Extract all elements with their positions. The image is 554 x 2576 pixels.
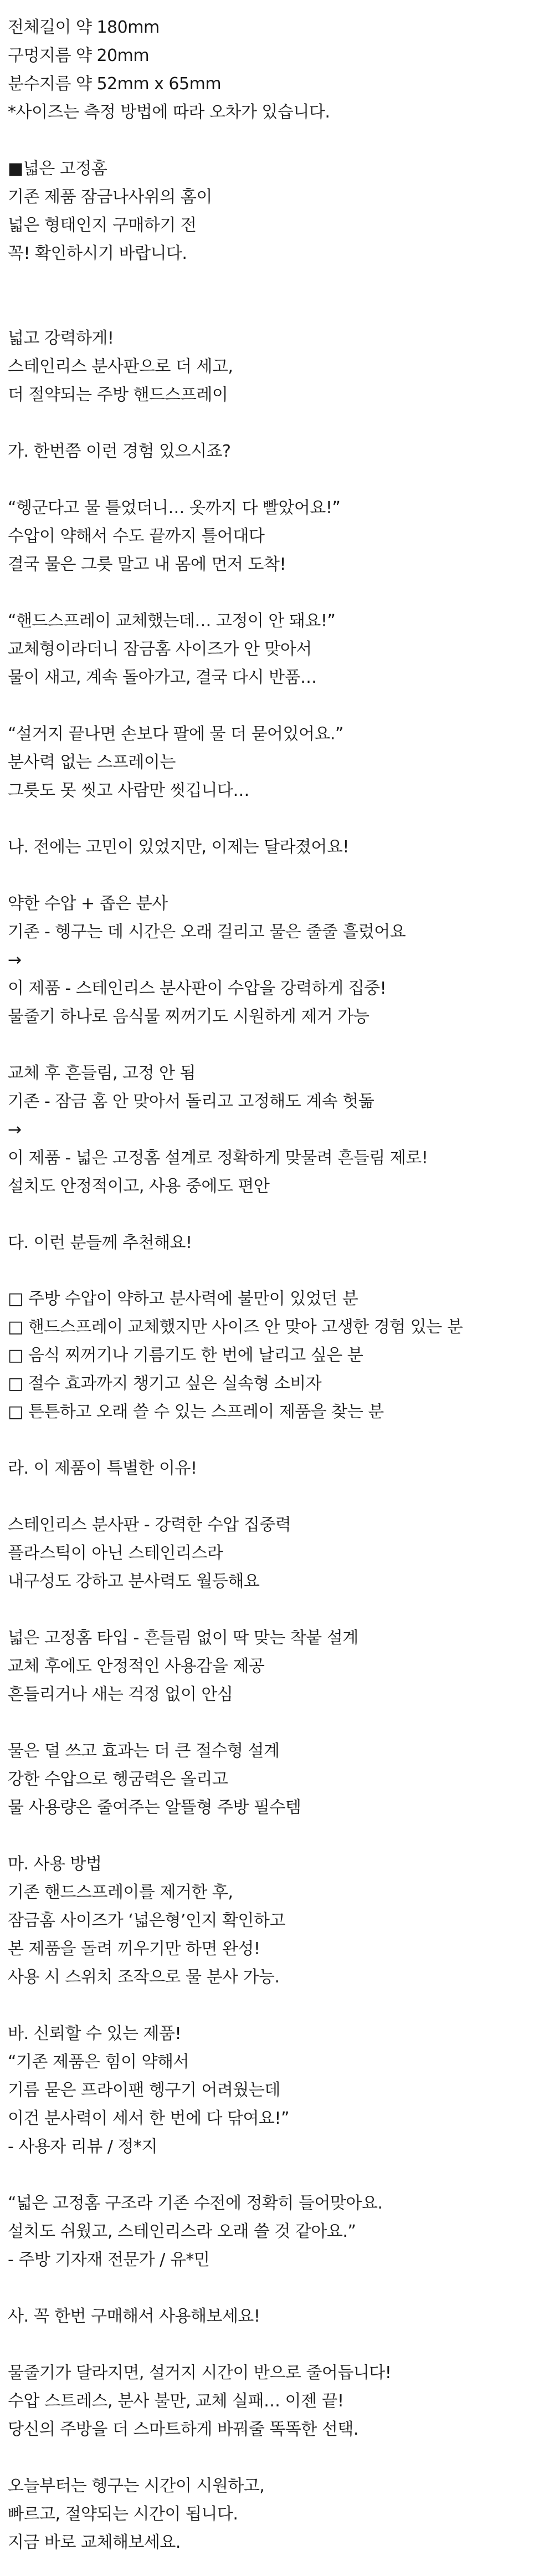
spec-nozzle-diameter: 분수지름 약 52mm x 65mm [8,74,222,94]
text-line: 스테인리스 분사판으로 더 세고, [8,357,233,376]
text-line: 잠금홈 사이즈가 ‘넓은형’인지 확인하고 [8,1911,285,1930]
text-line: 기름 묻은 프라이팬 헹구기 어려웠는데 [8,2081,280,2100]
text-line: 오늘부터는 헹구는 시간이 시원하고, [8,2476,265,2496]
text-line: 물줄기가 달라지면, 설거지 시간이 반으로 줄어듭니다! [8,2363,392,2383]
text-line: 기존 제품 잠금나사위의 홈이 [8,187,212,207]
text-line: 기존 핸드스프레이를 제거한 후, [8,1883,233,1902]
arrow-glyph: → [8,950,22,970]
text-line: - 주방 기자재 전문가 / 유*민 [8,2250,210,2270]
checklist-item: □ 주방 수압이 약하고 분사력에 불만이 있었던 분 [8,1289,358,1309]
text-line: 교체형이라더니 잠금홈 사이즈가 안 맞아서 [8,640,312,659]
checklist-item: □ 튼튼하고 오래 쓸 수 있는 스프레이 제품을 찾는 분 [8,1402,384,1422]
text-line: 설치도 쉬웠고, 스테인리스라 오래 쓸 것 같아요.” [8,2222,356,2241]
text-line: 넓은 형태인지 구매하기 전 [8,216,197,235]
text-line: 분사력 없는 스프레이는 [8,753,176,772]
text-line: 내구성도 강하고 분사력도 월등해요 [8,1572,260,1591]
spec-size-note: *사이즈는 측정 방법에 따라 오차가 있습니다. [8,103,330,122]
text-line: 바. 신뢰할 수 있는 제품! [8,2024,182,2043]
subheading: 스테인리스 분사판 - 강력한 수압 집중력 [8,1515,291,1535]
text-line: 사용 시 스위치 조작으로 물 분사 가능. [8,1967,280,1987]
text-line: 지금 바로 교체해보세요. [8,2533,181,2552]
arrow-glyph: → [8,1120,22,1139]
text-line: 물줄기 하나로 음식물 찌꺼기도 시원하게 제거 가능 [8,1007,370,1026]
section-heading-na: 나. 전에는 고민이 있었지만, 이제는 달라졌어요! [8,837,349,857]
text-line: 이 제품 - 넓은 고정홈 설계로 정확하게 맞물려 흔들림 제로! [8,1148,428,1168]
subheading: 약한 수압 + 좁은 분사 [8,894,168,913]
text-line: 결국 물은 그릇 말고 내 몸에 먼저 도착! [8,555,286,574]
headline: 넓고 강력하게! [8,329,114,348]
text-line: 물이 새고, 계속 돌아가고, 결국 다시 반품… [8,668,317,687]
quote-line: “헹군다고 물 틀었더니… 옷까지 다 빨았어요!” [8,498,341,518]
spec-hole-diameter: 구멍지름 약 20mm [8,46,150,65]
section-heading-ga: 가. 한번쯤 이런 경험 있으시죠? [8,442,231,461]
subheading: 교체 후 흔들림, 고정 안 됨 [8,1064,196,1083]
text-line: 꼭! 확인하시기 바랍니다. [8,244,187,263]
text-line: 교체 후에도 안정적인 사용감을 제공 [8,1657,265,1676]
text-line: 설치도 안정적이고, 사용 중에도 편안 [8,1177,270,1196]
text-line: 이건 분사력이 세서 한 번에 다 닦여요!” [8,2109,289,2128]
section-heading-ra: 라. 이 제품이 특별한 이유! [8,1459,197,1478]
text-line: 기존 - 헹구는 데 시간은 오래 걸리고 물은 줄줄 흘렀어요 [8,922,406,942]
text-line: 플라스틱이 아닌 스테인리스라 [8,1543,223,1563]
text-line: 기존 - 잠금 홈 안 맞아서 돌리고 고정해도 계속 헛돎 [8,1092,375,1111]
quote-line: “설거지 끝나면 손보다 팔에 물 더 묻어있어요.” [8,724,343,744]
spec-total-length: 전체길이 약 180mm [8,18,160,37]
text-line: 당신의 주방을 더 스마트하게 바꿔줄 똑똑한 선택. [8,2420,358,2439]
text-line: 그릇도 못 씻고 사람만 씻깁니다… [8,781,249,800]
quote-line: “핸드스프레이 교체했는데… 고정이 안 돼요!” [8,611,336,631]
text-line: 물 사용량은 줄여주는 알뜰형 주방 필수템 [8,1798,301,1817]
checklist-item: □ 음식 찌꺼기나 기름기도 한 번에 날리고 싶은 분 [8,1346,363,1365]
text-line: 흔들리거나 새는 걱정 없이 안심 [8,1685,233,1704]
text-line: 이 제품 - 스테인리스 분사판이 수압을 강력하게 집중! [8,979,387,998]
text-line: 사. 꼭 한번 구매해서 사용해보세요! [8,2307,260,2326]
section-heading-wide-groove: ■넓은 고정홈 [8,159,107,178]
checklist-item: □ 절수 효과까지 챙기고 싶은 실속형 소비자 [8,1374,322,1393]
text-line: 수압이 약해서 수도 끝까지 틀어대다 [8,527,265,546]
text-line: 빠르고, 절약되는 시간이 됩니다. [8,2505,238,2524]
text-line: 더 절약되는 주방 핸드스프레이 [8,385,228,405]
checklist-item: □ 핸드스프레이 교체했지만 사이즈 안 맞아 고생한 경험 있는 분 [8,1317,463,1337]
text-line: 수압 스트레스, 분사 불만, 교체 실패… 이젠 끝! [8,2391,344,2411]
text-line: 본 제품을 돌려 끼우기만 하면 완성! [8,1939,260,1959]
text-line: “기존 제품은 힘이 약해서 [8,2052,189,2072]
subheading: 넓은 고정홈 타입 - 흔들림 없이 딱 맞는 착붙 설계 [8,1628,358,1648]
subheading: 물은 덜 쓰고 효과는 더 큰 절수형 설계 [8,1741,280,1761]
text-line: 강한 수압으로 헹굼력은 올리고 [8,1770,228,1789]
text-line: - 사용자 리뷰 / 정*지 [8,2137,157,2156]
text-line: “넓은 고정홈 구조라 기존 수전에 정확히 들어맞아요. [8,2194,383,2213]
section-heading-da: 다. 이런 분들께 추천해요! [8,1233,192,1253]
section-heading-ma: 마. 사용 방법 [8,1854,102,1874]
